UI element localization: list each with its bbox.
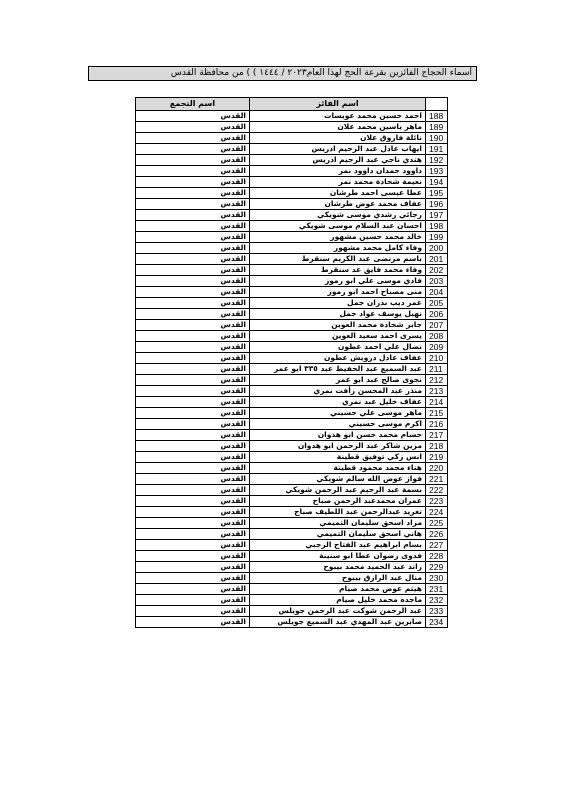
row-number: 197 bbox=[426, 210, 448, 221]
row-number: 203 bbox=[426, 276, 448, 287]
table-row bbox=[136, 342, 448, 353]
winner-name: فدوى رضوان عطا ابو سنينة bbox=[250, 551, 426, 562]
row-number: 222 bbox=[426, 485, 448, 496]
region-name: القدس bbox=[136, 617, 250, 628]
row-number: 219 bbox=[426, 452, 448, 463]
table-row bbox=[136, 551, 448, 562]
table-row bbox=[136, 188, 448, 199]
region-name: القدس bbox=[136, 551, 250, 562]
winner-name: بسمة عبد الرحيم عبد الرحمن شويكي bbox=[250, 485, 426, 496]
winner-name: عبد السميع عبد الحفيظ عبد ٣٣٥ ابو عمر bbox=[250, 364, 426, 375]
row-number: 218 bbox=[426, 441, 448, 452]
winner-name: تغريد عبدالرحمن عبد اللطيف صباح bbox=[250, 507, 426, 518]
winner-name: ماهر ياسين محمد علان bbox=[250, 122, 426, 133]
region-name: القدس bbox=[136, 188, 250, 199]
region-name: القدس bbox=[136, 408, 250, 419]
region-name: القدس bbox=[136, 397, 250, 408]
row-number: 193 bbox=[426, 166, 448, 177]
region-name: القدس bbox=[136, 221, 250, 232]
row-number: 188 bbox=[426, 111, 448, 122]
table-row bbox=[136, 573, 448, 584]
region-name: القدس bbox=[136, 342, 250, 353]
region-name: القدس bbox=[136, 375, 250, 386]
winner-name: حسام محمد حسن ابو هدوان bbox=[250, 430, 426, 441]
row-number: 194 bbox=[426, 177, 448, 188]
winner-name: فادي موسى علي ابو رموز bbox=[250, 276, 426, 287]
row-number: 209 bbox=[426, 342, 448, 353]
region-name: القدس bbox=[136, 529, 250, 540]
row-number: 228 bbox=[426, 551, 448, 562]
region-name: القدس bbox=[136, 111, 250, 122]
row-number: 207 bbox=[426, 320, 448, 331]
winner-name: عمر ديب بدران جمل bbox=[250, 298, 426, 309]
table-row bbox=[136, 331, 448, 342]
row-number: 234 bbox=[426, 617, 448, 628]
winner-name: اكرم موسى حسيني bbox=[250, 419, 426, 430]
winner-name: وفاء محمد فايق عد سنقرط bbox=[250, 265, 426, 276]
winner-name: وفاء كامل محمد مشهور bbox=[250, 243, 426, 254]
region-name: القدس bbox=[136, 265, 250, 276]
winner-name: ماهر موسى علي حسيني bbox=[250, 408, 426, 419]
region-name: القدس bbox=[136, 430, 250, 441]
row-number: 229 bbox=[426, 562, 448, 573]
table-row bbox=[136, 529, 448, 540]
row-number: 227 bbox=[426, 540, 448, 551]
row-number: 208 bbox=[426, 331, 448, 342]
winner-name: احسان عبد السلام موسى شويكي bbox=[250, 221, 426, 232]
winner-name: نهيل يوسف عواد جمل bbox=[250, 309, 426, 320]
winner-name: منذر عبد المحسن رأفت نمري bbox=[250, 386, 426, 397]
winner-name: عفاف عادل درويش عطون bbox=[250, 353, 426, 364]
row-number: 223 bbox=[426, 496, 448, 507]
table-row bbox=[136, 254, 448, 265]
row-number: 232 bbox=[426, 595, 448, 606]
row-number: 221 bbox=[426, 474, 448, 485]
winner-name: نضال علي احمد عطون bbox=[250, 342, 426, 353]
region-name: القدس bbox=[136, 507, 250, 518]
winner-name: جابر شحادة محمد العوين bbox=[250, 320, 426, 331]
row-number: 212 bbox=[426, 375, 448, 386]
winner-name: نجوى صالح عبد ابو عمر bbox=[250, 375, 426, 386]
region-name: القدس bbox=[136, 386, 250, 397]
winner-name: نائلة فاروق علان bbox=[250, 133, 426, 144]
region-name: القدس bbox=[136, 584, 250, 595]
region-name: القدس bbox=[136, 452, 250, 463]
region-name: القدس bbox=[136, 320, 250, 331]
winner-name: عمران محمدعبد الرحمن صباح bbox=[250, 496, 426, 507]
winner-name: مزين شاكر عبد الرحمن ابو هدوان bbox=[250, 441, 426, 452]
table-row bbox=[136, 353, 448, 364]
winner-name: صابرين عبد المهدي عبد السميع جويلس bbox=[250, 617, 426, 628]
region-name: القدس bbox=[136, 298, 250, 309]
row-number: 205 bbox=[426, 298, 448, 309]
table-row bbox=[136, 584, 448, 595]
header-name: اسم الفائز bbox=[250, 98, 426, 111]
winner-name: منى مصباح احمد ابو رموز bbox=[250, 287, 426, 298]
row-number: 195 bbox=[426, 188, 448, 199]
table-row bbox=[136, 463, 448, 474]
row-number: 190 bbox=[426, 133, 448, 144]
row-number: 215 bbox=[426, 408, 448, 419]
table-row bbox=[136, 232, 448, 243]
table-row bbox=[136, 166, 448, 177]
table-body bbox=[136, 111, 448, 628]
row-number: 214 bbox=[426, 397, 448, 408]
table-row bbox=[136, 485, 448, 496]
row-number: 206 bbox=[426, 309, 448, 320]
winner-name: فواز عوض الله سالم شويكي bbox=[250, 474, 426, 485]
winner-name: عفاف محمد عوض طرشان bbox=[250, 199, 426, 210]
table-row bbox=[136, 287, 448, 298]
row-number: 211 bbox=[426, 364, 448, 375]
winner-name: ايهاب عادل عبد الرحيم ادريس bbox=[250, 144, 426, 155]
winner-name: هاني اسحق سليمان التميمي bbox=[250, 529, 426, 540]
table-row bbox=[136, 276, 448, 287]
row-number: 210 bbox=[426, 353, 448, 364]
region-name: القدس bbox=[136, 243, 250, 254]
region-name: القدس bbox=[136, 518, 250, 529]
winner-name: عطا عيسى احمد طرشان bbox=[250, 188, 426, 199]
winner-name: بسام ابراهيم عبد الفتاح الرجبي bbox=[250, 540, 426, 551]
row-number: 233 bbox=[426, 606, 448, 617]
region-name: القدس bbox=[136, 133, 250, 144]
row-number: 230 bbox=[426, 573, 448, 584]
table-row bbox=[136, 298, 448, 309]
table-row bbox=[136, 309, 448, 320]
table-row bbox=[136, 452, 448, 463]
table-row bbox=[136, 496, 448, 507]
winner-name: مراد اسحق سليمان التميمي bbox=[250, 518, 426, 529]
winner-name: داوود حمدان داوود نمر bbox=[250, 166, 426, 177]
row-number: 231 bbox=[426, 584, 448, 595]
row-number: 189 bbox=[426, 122, 448, 133]
region-name: القدس bbox=[136, 353, 250, 364]
row-number: 224 bbox=[426, 507, 448, 518]
region-name: القدس bbox=[136, 485, 250, 496]
row-number: 199 bbox=[426, 232, 448, 243]
region-name: القدس bbox=[136, 254, 250, 265]
row-number: 202 bbox=[426, 265, 448, 276]
table-row bbox=[136, 617, 448, 628]
table-row bbox=[136, 122, 448, 133]
winner-name: عبد الرحمن شوكت عبد الرحمن جويلس bbox=[250, 606, 426, 617]
region-name: القدس bbox=[136, 232, 250, 243]
region-name: القدس bbox=[136, 177, 250, 188]
region-name: القدس bbox=[136, 199, 250, 210]
winner-name: عفاف خليل عبد نمري bbox=[250, 397, 426, 408]
region-name: القدس bbox=[136, 122, 250, 133]
region-name: القدس bbox=[136, 309, 250, 320]
header-number bbox=[426, 98, 448, 111]
table-row bbox=[136, 111, 448, 122]
region-name: القدس bbox=[136, 441, 250, 452]
row-number: 198 bbox=[426, 221, 448, 232]
row-number: 216 bbox=[426, 419, 448, 430]
table-row bbox=[136, 243, 448, 254]
region-name: القدس bbox=[136, 364, 250, 375]
winner-name: ماجده محمد خليل صيام bbox=[250, 595, 426, 606]
winner-name: منال عبد الرازق بيبوح bbox=[250, 573, 426, 584]
winner-name: هندي ناجي عبد الرحيم ادريس bbox=[250, 155, 426, 166]
table-row bbox=[136, 562, 448, 573]
region-name: القدس bbox=[136, 155, 250, 166]
table-row bbox=[136, 133, 448, 144]
table-row bbox=[136, 474, 448, 485]
region-name: القدس bbox=[136, 463, 250, 474]
table-row bbox=[136, 144, 448, 155]
region-name: القدس bbox=[136, 210, 250, 221]
region-name: القدس bbox=[136, 419, 250, 430]
table-row bbox=[136, 408, 448, 419]
region-name: القدس bbox=[136, 331, 250, 342]
table-row bbox=[136, 595, 448, 606]
winners-table bbox=[135, 97, 448, 628]
winner-name: خالد محمد حسين مشهور bbox=[250, 232, 426, 243]
page-title: أسماء الحجاج الفائزين بقرعة الحج لهذا العام٢٠٢٣ / ١٤٤٤ ) ) من محافظة القدس bbox=[88, 66, 477, 81]
table-row bbox=[136, 221, 448, 232]
region-name: القدس bbox=[136, 166, 250, 177]
winner-name: رجائي رشدي موسى شويكي bbox=[250, 210, 426, 221]
table-row bbox=[136, 364, 448, 375]
region-name: القدس bbox=[136, 595, 250, 606]
winner-name: يسرى احمد سعيد العوين bbox=[250, 331, 426, 342]
row-number: 192 bbox=[426, 155, 448, 166]
table-row bbox=[136, 518, 448, 529]
region-name: القدس bbox=[136, 562, 250, 573]
region-name: القدس bbox=[136, 573, 250, 584]
row-number: 201 bbox=[426, 254, 448, 265]
winner-name: هناء محمد محمود قطينة bbox=[250, 463, 426, 474]
table-row bbox=[136, 430, 448, 441]
row-number: 196 bbox=[426, 199, 448, 210]
table-header-row bbox=[136, 98, 448, 111]
row-number: 220 bbox=[426, 463, 448, 474]
winner-name: راند عبد الحميد محمد بيبوح bbox=[250, 562, 426, 573]
table-row bbox=[136, 265, 448, 276]
winner-name: نعيمة شحادة محمد نمر bbox=[250, 177, 426, 188]
region-name: القدس bbox=[136, 496, 250, 507]
header-region: اسم التجمع bbox=[136, 98, 250, 111]
region-name: القدس bbox=[136, 606, 250, 617]
row-number: 204 bbox=[426, 287, 448, 298]
table-row bbox=[136, 320, 448, 331]
table-row bbox=[136, 507, 448, 518]
row-number: 226 bbox=[426, 529, 448, 540]
table-row bbox=[136, 441, 448, 452]
table-row bbox=[136, 419, 448, 430]
region-name: القدس bbox=[136, 474, 250, 485]
winner-name: انس زكي توفيق قطينة bbox=[250, 452, 426, 463]
row-number: 213 bbox=[426, 386, 448, 397]
row-number: 225 bbox=[426, 518, 448, 529]
region-name: القدس bbox=[136, 144, 250, 155]
winner-name: احمد حسين محمد عويسات bbox=[250, 111, 426, 122]
table-row bbox=[136, 199, 448, 210]
region-name: القدس bbox=[136, 276, 250, 287]
table-row bbox=[136, 540, 448, 551]
table-row bbox=[136, 397, 448, 408]
winner-name: هيثم عوض محمد صيام bbox=[250, 584, 426, 595]
table-row bbox=[136, 386, 448, 397]
winner-name: باسم مرتضى عبد الكريم سنقرط bbox=[250, 254, 426, 265]
table-row bbox=[136, 155, 448, 166]
region-name: القدس bbox=[136, 540, 250, 551]
row-number: 191 bbox=[426, 144, 448, 155]
table-row bbox=[136, 606, 448, 617]
row-number: 200 bbox=[426, 243, 448, 254]
table-row bbox=[136, 375, 448, 386]
region-name: القدس bbox=[136, 287, 250, 298]
row-number: 217 bbox=[426, 430, 448, 441]
table-row bbox=[136, 210, 448, 221]
table-row bbox=[136, 177, 448, 188]
